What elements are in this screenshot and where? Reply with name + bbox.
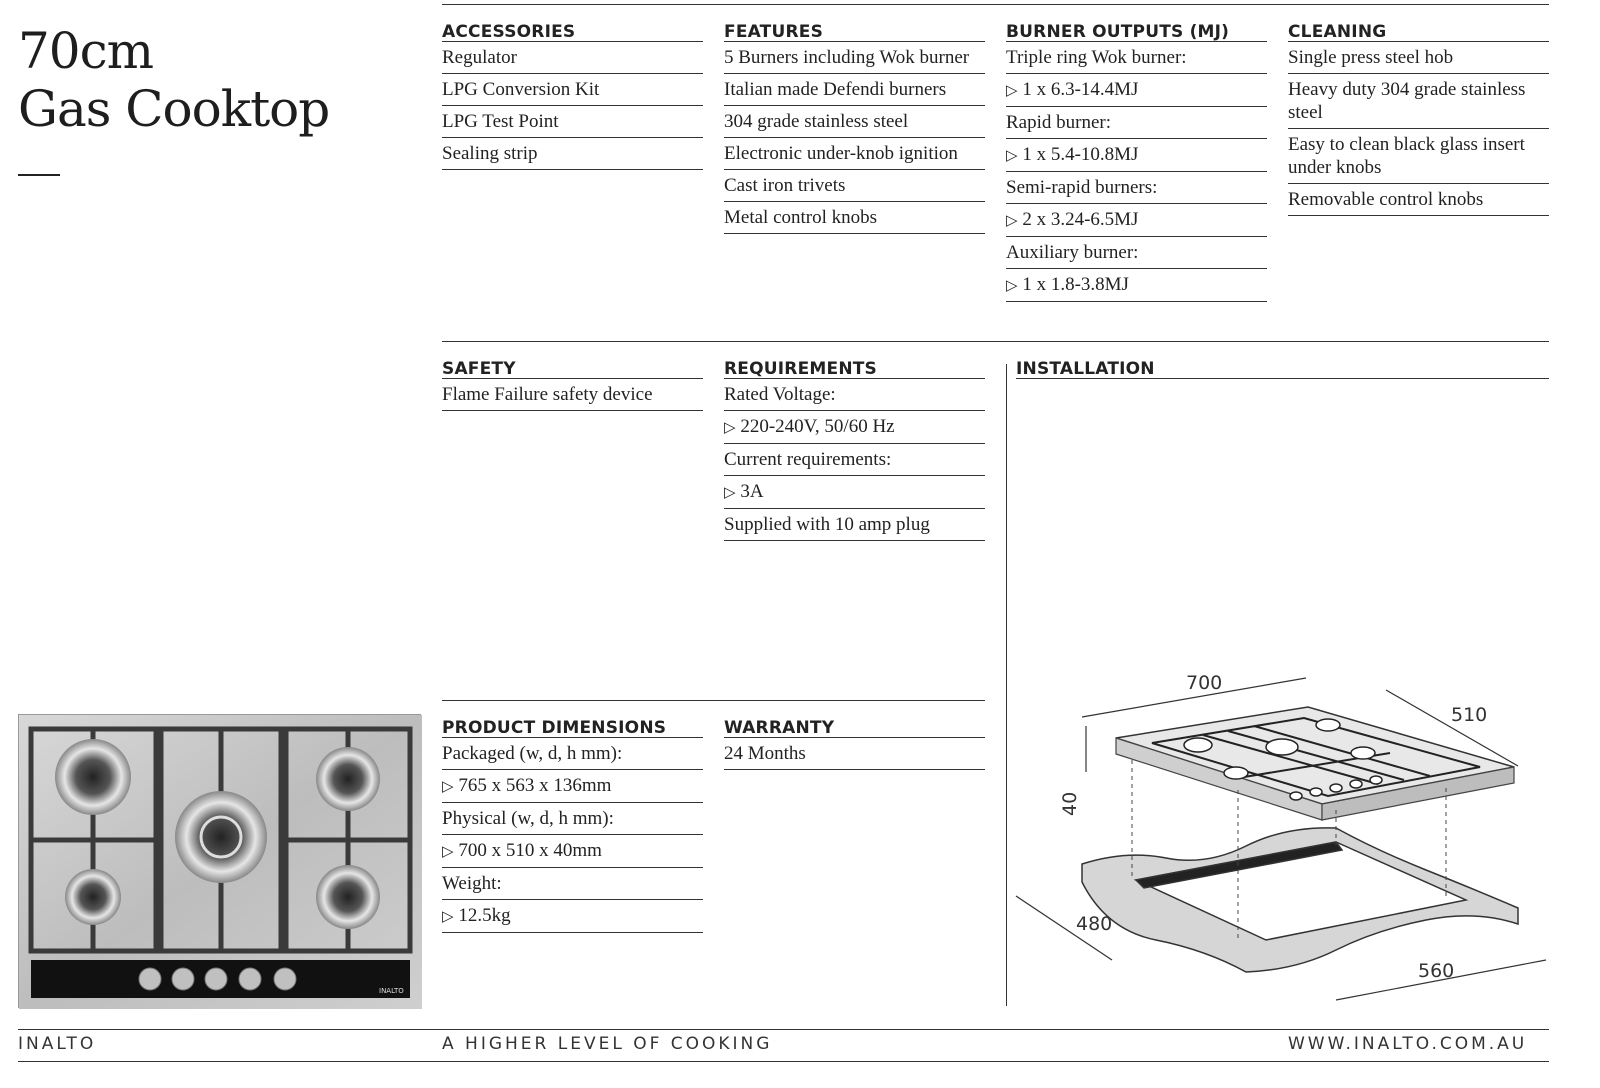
installation-section bbox=[1016, 341, 1549, 379]
feature-item: 304 grade stainless steel bbox=[724, 106, 985, 138]
warranty-heading: WARRANTY bbox=[724, 700, 985, 738]
requirements-heading: REQUIREMENTS bbox=[724, 341, 985, 379]
burner-semi-rapid bbox=[316, 865, 380, 929]
cleaning-item: Removable control knobs bbox=[1288, 184, 1549, 216]
burner-outputs-section bbox=[1006, 4, 1267, 302]
cutout-depth-label: 480 bbox=[1076, 913, 1113, 935]
requirement-label: Current requirements: bbox=[724, 444, 985, 476]
cleaning-section bbox=[1288, 4, 1549, 216]
burner-label: Triple ring Wok burner: bbox=[1006, 42, 1267, 74]
footer-brand: INALTO bbox=[18, 1034, 97, 1054]
product-dimensions-section bbox=[442, 700, 703, 933]
burner-value: ▷ 1 x 1.8-3.8MJ bbox=[1006, 269, 1267, 302]
burner-rapid bbox=[55, 739, 131, 815]
installation-diagram bbox=[1006, 650, 1566, 1020]
burner-label: Semi-rapid burners: bbox=[1006, 172, 1267, 204]
safety-item: Flame Failure safety device bbox=[442, 379, 703, 411]
requirement-item: Supplied with 10 amp plug bbox=[724, 509, 985, 541]
accessory-item: Sealing strip bbox=[442, 138, 703, 170]
title-line-2: Gas Cooktop bbox=[18, 80, 330, 138]
dim-width-label: 700 bbox=[1186, 672, 1223, 694]
page-title bbox=[18, 22, 329, 138]
dim-height-label: 40 bbox=[1059, 791, 1081, 816]
warranty-item: 24 Months bbox=[724, 738, 985, 770]
dimension-value: ▷ 700 x 510 x 40mm bbox=[442, 835, 703, 868]
burner-wok bbox=[175, 791, 267, 883]
feature-item: Electronic under-knob ignition bbox=[724, 138, 985, 170]
burner-value: ▷ 2 x 3.24-6.5MJ bbox=[1006, 204, 1267, 237]
product-dimensions-heading: PRODUCT DIMENSIONS bbox=[442, 700, 703, 738]
features-section bbox=[724, 4, 985, 234]
burner-semi-rapid bbox=[316, 747, 380, 811]
safety-section bbox=[442, 341, 703, 411]
dimension-value: ▷ 765 x 563 x 136mm bbox=[442, 770, 703, 803]
cooktop-illustration bbox=[19, 715, 422, 1009]
warranty-section bbox=[724, 700, 985, 770]
safety-heading: SAFETY bbox=[442, 341, 703, 379]
dim-depth-label: 510 bbox=[1451, 704, 1488, 726]
requirements-section bbox=[724, 341, 985, 541]
features-heading: FEATURES bbox=[724, 4, 985, 42]
cooktop-photo bbox=[18, 714, 421, 1008]
installation-illustration bbox=[1006, 650, 1566, 1020]
burner-value: ▷ 1 x 6.3-14.4MJ bbox=[1006, 74, 1267, 107]
footer-tagline: A HIGHER LEVEL OF COOKING bbox=[442, 1034, 773, 1054]
burner-outputs-heading: BURNER OUTPUTS (MJ) bbox=[1006, 4, 1267, 42]
title-divider bbox=[18, 174, 60, 176]
dimension-label: Physical (w, d, h mm): bbox=[442, 803, 703, 835]
footer-website: WWW.INALTO.COM.AU bbox=[1288, 1034, 1528, 1054]
accessory-item: Regulator bbox=[442, 42, 703, 74]
footer-rule-bottom bbox=[18, 1061, 1549, 1062]
requirement-value: ▷ 220-240V, 50/60 Hz bbox=[724, 411, 985, 444]
burner-label: Auxiliary burner: bbox=[1006, 237, 1267, 269]
dimension-label: Packaged (w, d, h mm): bbox=[442, 738, 703, 770]
accessory-item: LPG Conversion Kit bbox=[442, 74, 703, 106]
burner-auxiliary bbox=[65, 869, 121, 925]
title-line-1: 70cm bbox=[18, 22, 154, 80]
cleaning-item: Heavy duty 304 grade stainless steel bbox=[1288, 74, 1549, 129]
cleaning-heading: CLEANING bbox=[1288, 4, 1549, 42]
installation-heading: INSTALLATION bbox=[1016, 341, 1549, 379]
feature-item: Metal control knobs bbox=[724, 202, 985, 234]
burner-value: ▷ 1 x 5.4-10.8MJ bbox=[1006, 139, 1267, 172]
feature-item: 5 Burners including Wok burner bbox=[724, 42, 985, 74]
burner-label: Rapid burner: bbox=[1006, 107, 1267, 139]
photo-brand-mark: INALTO bbox=[379, 987, 404, 995]
requirement-value: ▷ 3A bbox=[724, 476, 985, 509]
cleaning-item: Easy to clean black glass insert under knobs bbox=[1288, 129, 1549, 184]
requirement-label: Rated Voltage: bbox=[724, 379, 985, 411]
accessories-section bbox=[442, 4, 703, 170]
accessory-item: LPG Test Point bbox=[442, 106, 703, 138]
dimension-label: Weight: bbox=[442, 868, 703, 900]
cleaning-item: Single press steel hob bbox=[1288, 42, 1549, 74]
feature-item: Italian made Defendi burners bbox=[724, 74, 985, 106]
feature-item: Cast iron trivets bbox=[724, 170, 985, 202]
dimension-value: ▷ 12.5kg bbox=[442, 900, 703, 933]
footer-rule-top bbox=[18, 1029, 1549, 1030]
accessories-heading: ACCESSORIES bbox=[442, 4, 703, 42]
cutout-width-label: 560 bbox=[1418, 960, 1455, 982]
